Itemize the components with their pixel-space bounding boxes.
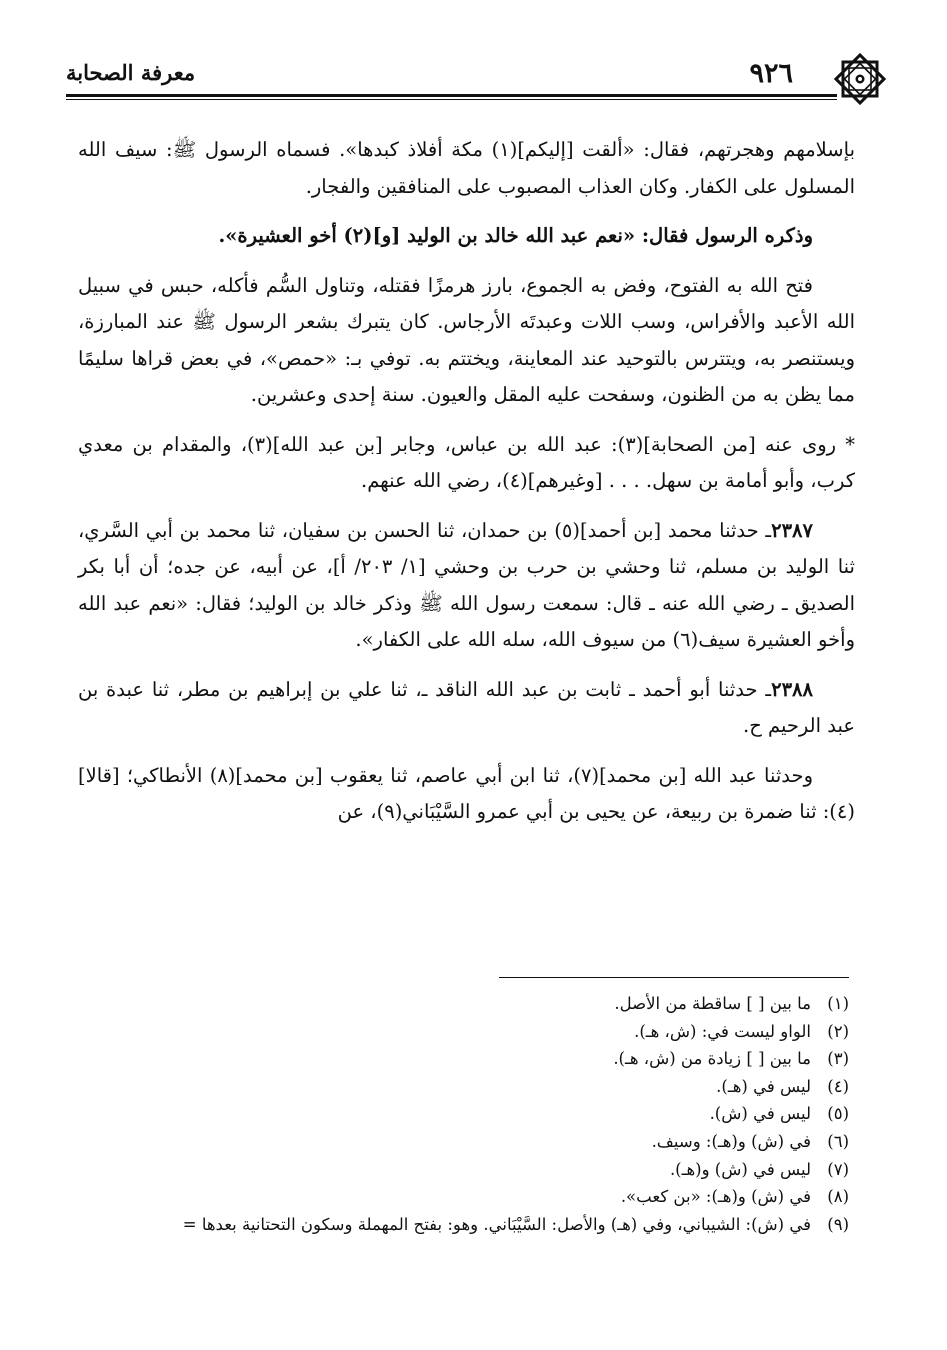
footnote-item	[78, 1073, 849, 1101]
footnote-item	[78, 990, 849, 1018]
footnotes	[78, 990, 849, 1238]
octagram-ornament-icon	[831, 50, 889, 108]
paragraph-2: وذكره الرسول فقال: «نعم عبد الله خالد بن الوليد [و](٢) أخو العشيرة».	[218, 224, 813, 247]
footnote-text: في (ش) و(هـ): «بن كعب».	[620, 1187, 811, 1207]
footnote-text: ما بين [ ] ساقطة من الأصل.	[614, 994, 811, 1013]
hadith-text: ـ حدثنا محمد [بن أحمد](٥) بن حمدان، ثنا الحسن بن سفيان، ثنا محمد بن أبي السَّري، ثنا الوليد بن مسلم، ثنا وحشي بن حرب بن وحشي [١/ ٢٠٣/ أ]، عن أبيه، عن جده؛ أن أبا بكر الصديق ـ رضي الله عنه ـ قال: سمعت رسول الله ﷺ وذكر خالد بن الوليد؛ فقال: «نعم عبد الله وأخو العشيرة سيف(٦) من سيوف الله، سله الله على الكفار».	[78, 518, 855, 651]
hadith-2388	[78, 672, 855, 745]
page-header	[66, 50, 889, 110]
footnote-text: ليس في (هـ).	[716, 1076, 811, 1096]
footnote-number: (٣)	[827, 1049, 849, 1069]
footnote-item	[78, 1128, 849, 1156]
footnote-number: (٦)	[827, 1131, 849, 1151]
page-number: ٩٢٦	[749, 58, 793, 89]
footnote-number: (٩)	[827, 1214, 849, 1234]
main-text	[78, 132, 855, 844]
paragraph-chain: وحدثنا عبد الله [بن محمد](٧)، ثنا ابن أبي عاصم، ثنا يعقوب [بن محمد](٨) الأنطاكي؛ [قالا](٤): ثنا ضمرة بن ربيعة، عن يحيى بن أبي عمرو السَّيْبَاني(٩)، عن	[78, 763, 855, 823]
footnote-text: ليس في (ش).	[709, 1104, 811, 1124]
hadith-2387	[78, 513, 855, 659]
footnote-text: في (ش): الشيباني، وفي (هـ) والأصل: السَّيْبَاني. وهو: بفتح المهملة وسكون التحتانية بعدها =	[182, 1214, 811, 1234]
footnote-item	[78, 1211, 849, 1239]
footnote-number: (٧)	[827, 1159, 849, 1179]
footnote-item	[78, 1100, 849, 1128]
footnote-text: ليس في (ش) و(هـ).	[669, 1159, 811, 1179]
hadith-number: ٢٣٨٧	[771, 518, 813, 542]
paragraph-narrators: * روى عنه [من الصحابة](٣): عبد الله بن عباس، وجابر [بن عبد الله](٣)، والمقدام بن معدي كرب، وأبو أمامة بن سهل. . . . [وغيرهم](٤)، رضي الله عنهم.	[78, 432, 855, 492]
footnote-text: الواو ليست في: (ش، هـ).	[634, 1021, 811, 1041]
hadith-number: ٢٣٨٨	[771, 677, 813, 701]
footnote-number: (٥)	[827, 1104, 849, 1124]
footnote-divider	[499, 977, 849, 978]
footnote-number: (٤)	[827, 1076, 849, 1096]
hadith-text: ـ حدثنا أبو أحمد ـ ثابت بن عبد الله الناقد ـ، ثنا علي بن إبراهيم بن مطر، ثنا عبدة بن عبد الرحيم ح.	[78, 677, 855, 737]
footnote-text: ما بين [ ] زيادة من (ش، هـ).	[613, 1049, 811, 1069]
footnote-item	[78, 1156, 849, 1184]
running-title: معرفة الصحابة	[66, 60, 196, 85]
header-rule	[66, 94, 837, 100]
footnote-item	[78, 1183, 849, 1211]
footnote-number: (١)	[827, 994, 849, 1013]
footnote-text: في (ش) و(هـ): وسيف.	[651, 1131, 811, 1151]
footnote-number: (٢)	[827, 1021, 849, 1041]
footnote-item	[78, 1045, 849, 1073]
footnote-number: (٨)	[827, 1187, 849, 1207]
paragraph-3: فتح الله به الفتوح، وفض به الجموع، بارز هرمزًا فقتله، وتناول السُّم فأكله، حبس في سبيل الله الأعبد والأفراس، وسب اللات وعبدتَه الأرجاس. كان يتبرك بشعر الرسول ﷺ عند المبارزة، ويستنصر به، ويتترس بالتوحيد عند المعاينة، ويختتم به. توفي بـ: «حمص»، في بعض قراها سليمًا مما يظن به من الظنون، وسفحت عليه المقل والعيون. سنة إحدى وعشرين.	[78, 273, 855, 406]
footnote-item	[78, 1018, 849, 1046]
paragraph-1: بإسلامهم وهجرتهم، فقال: «ألقت [إليكم](١) مكة أفلاذ كبدها». فسماه الرسول ﷺ: سيف الله المسلول على الكفار. وكان العذاب المصبوب على المنافقين والفجار.	[78, 138, 855, 198]
